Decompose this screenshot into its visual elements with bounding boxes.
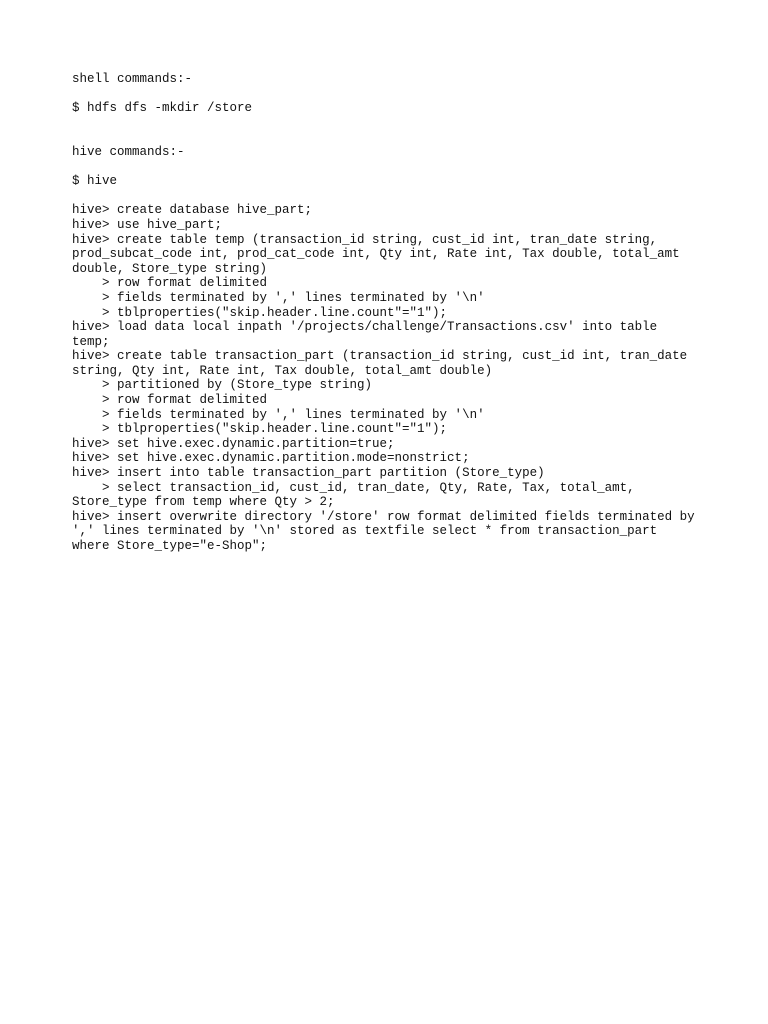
hive-line: hive> create database hive_part; — [72, 203, 313, 218]
hive-line: hive> create table temp (transaction_id string, cust_id int, tran_date string, — [72, 232, 658, 247]
hive-commands-header: hive commands:- — [72, 144, 185, 159]
hive-line: string, Qty int, Rate int, Tax double, total_amt double) — [72, 363, 493, 378]
hive-line: > partitioned by (Store_type string) — [72, 378, 373, 393]
shell-commands-header: shell commands:- — [72, 72, 193, 86]
hive-line: > fields terminated by ',' lines terminated by '\n' — [72, 407, 485, 422]
hive-line: > row format delimited — [72, 393, 268, 408]
hive-line: hive> set hive.exec.dynamic.partition.mode=nonstrict; — [72, 451, 470, 466]
hive-line: temp; — [72, 334, 110, 349]
spacer — [72, 116, 712, 145]
hive-start-command: $ hive — [72, 174, 118, 189]
hive-line: hive> insert into table transaction_part partition (Store_type) — [72, 466, 545, 481]
shell-command-mkdir: $ hdfs dfs -mkdir /store — [72, 101, 253, 116]
hive-line: hive> insert overwrite directory '/store' row format delimited fields terminated by — [72, 509, 695, 524]
spacer — [72, 160, 712, 175]
spacer — [72, 87, 712, 102]
hive-line: > tblproperties("skip.header.line.count"="1"); — [72, 422, 448, 437]
hive-line: ',' lines terminated by '\n' stored as textfile select * from transaction_part — [72, 524, 658, 539]
hive-line: hive> use hive_part; — [72, 217, 223, 232]
hive-line: where Store_type="e-Shop"; — [72, 539, 268, 553]
hive-line: > fields terminated by ',' lines terminated by '\n' — [72, 290, 485, 305]
spacer — [72, 189, 712, 204]
hive-line: hive> load data local inpath '/projects/challenge/Transactions.csv' into table — [72, 320, 658, 335]
hive-line: hive> set hive.exec.dynamic.partition=true; — [72, 436, 395, 451]
hive-line: double, Store_type string) — [72, 261, 268, 276]
hive-line: prod_subcat_code int, prod_cat_code int, Qty int, Rate int, Tax double, total_amt — [72, 247, 680, 262]
hive-line: hive> create table transaction_part (transaction_id string, cust_id int, tran_date — [72, 349, 688, 364]
hive-line: > select transaction_id, cust_id, tran_date, Qty, Rate, Tax, total_amt, — [72, 480, 635, 495]
hive-line: Store_type from temp where Qty > 2; — [72, 495, 335, 510]
hive-line: > tblproperties("skip.header.line.count"="1"); — [72, 305, 448, 320]
hive-line: > row format delimited — [72, 276, 268, 291]
document-page — [72, 72, 712, 554]
